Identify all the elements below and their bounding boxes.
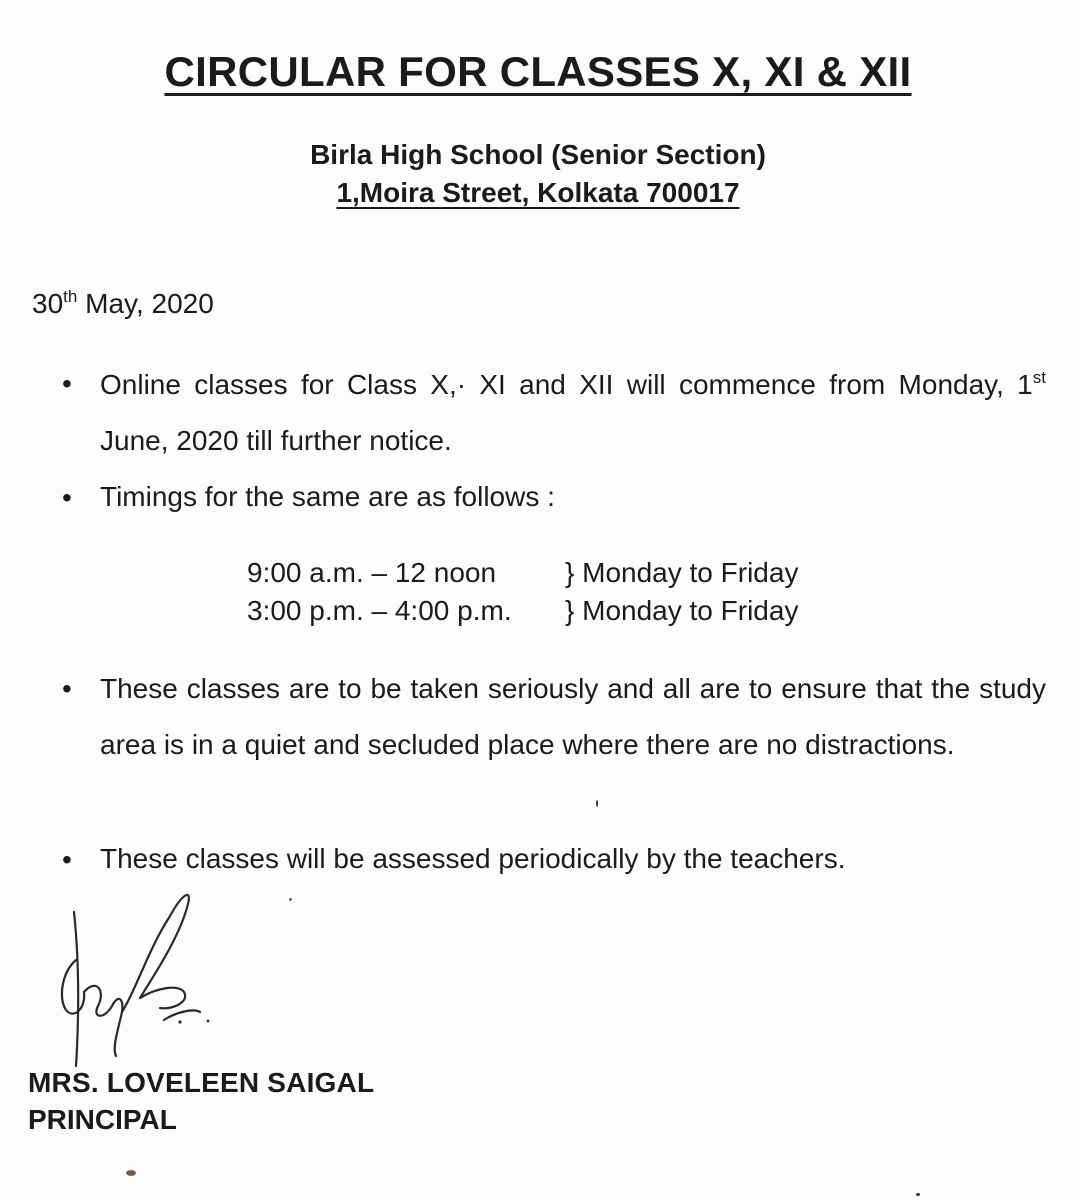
signatory-title: PRINCIPAL bbox=[28, 1104, 177, 1135]
timing-range: 3:00 p.m. – 4:00 p.m. bbox=[247, 595, 512, 626]
bullet-online-classes bbox=[100, 357, 1046, 469]
circular-date bbox=[32, 288, 214, 320]
circular-title bbox=[0, 48, 1076, 96]
bullet-marker: • bbox=[62, 482, 72, 513]
school-name: Birla High School (Senior Section) bbox=[310, 139, 766, 170]
bullet-assessment: These classes will be assessed periodically by the teachers. bbox=[100, 843, 846, 874]
scan-speck bbox=[289, 898, 292, 901]
bullet-marker: • bbox=[62, 673, 72, 704]
school-address bbox=[0, 177, 1076, 209]
scan-speck bbox=[916, 1193, 920, 1196]
scan-speck bbox=[596, 800, 598, 807]
bullet-online-classes-text: Online classes for Class X,· XI and XII will commence from Monday, 1 bbox=[100, 369, 1033, 400]
bullet-online-classes-sup: st bbox=[1032, 368, 1046, 387]
date-rest: May, 2020 bbox=[77, 288, 214, 319]
school-address-text: 1,Moira Street, Kolkata 700017 bbox=[336, 177, 740, 208]
circular-title-text: CIRCULAR FOR CLASSES X, XI & XII bbox=[164, 48, 912, 95]
scan-speck bbox=[126, 1170, 136, 1176]
principal-signature bbox=[52, 880, 222, 1070]
timing-days: } Monday to Friday bbox=[565, 595, 799, 626]
date-suffix: th bbox=[63, 287, 78, 306]
bullet-timings: Timings for the same are as follows : bbox=[100, 481, 555, 512]
bullet-marker: • bbox=[62, 844, 72, 875]
timing-row bbox=[247, 557, 798, 589]
timing-row bbox=[247, 595, 798, 627]
date-day: 30 bbox=[32, 288, 64, 319]
timing-days: } Monday to Friday bbox=[565, 557, 799, 588]
bullet-marker: • bbox=[62, 368, 72, 399]
timing-range: 9:00 a.m. – 12 noon bbox=[247, 557, 497, 588]
signatory-name: MRS. LOVELEEN SAIGAL bbox=[28, 1067, 375, 1098]
bullet-seriousness: These classes are to be taken seriously and all are to ensure that the study area is in a quiet and secluded place where there are no distractions. bbox=[100, 673, 1046, 760]
bullet-online-classes-text-end: June, 2020 till further notice. bbox=[100, 425, 452, 456]
